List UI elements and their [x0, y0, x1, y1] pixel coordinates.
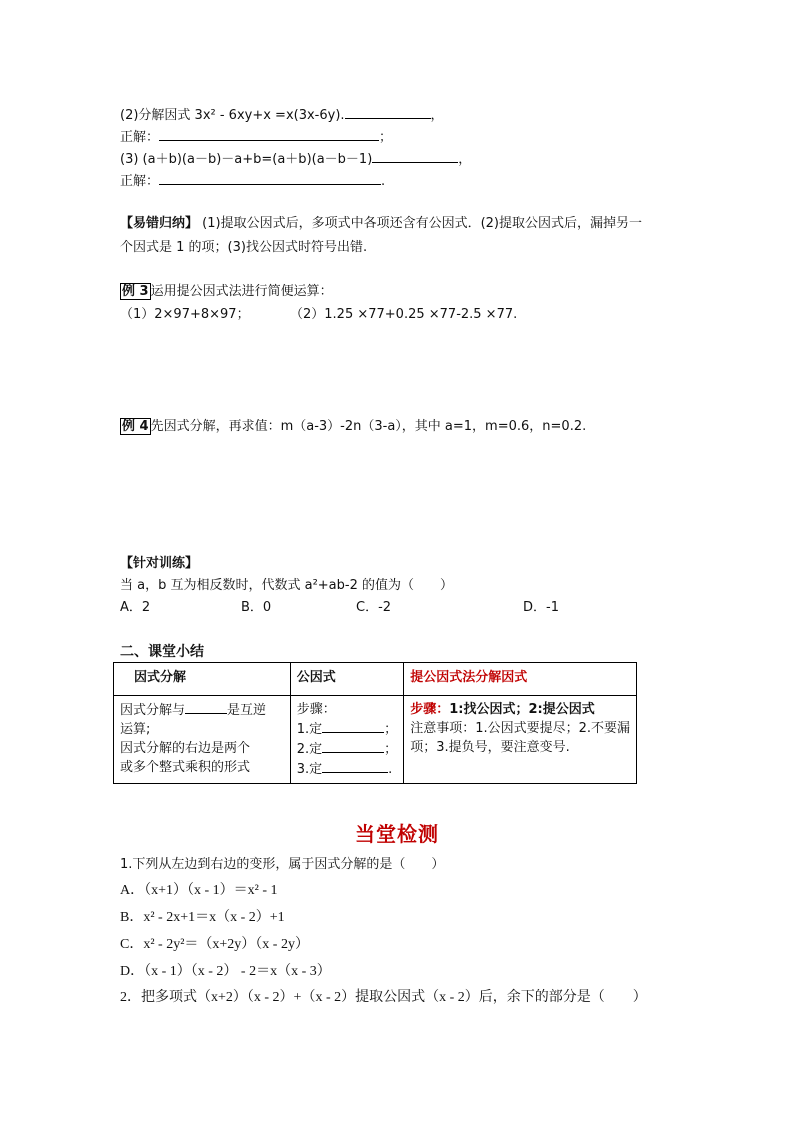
answer-blank: [159, 127, 379, 141]
test-q1-option-a: A．（x+1）（x - 1）＝x² - 1: [120, 883, 278, 898]
summary-header-method: 提公因式法分解因式: [404, 663, 637, 696]
error-q3-text: (3) (a＋b)(a－b)－a+b=(a＋b)(a－b－1): [120, 152, 373, 167]
example4-heading: [120, 419, 586, 435]
cell-text: 2.定: [296, 742, 323, 757]
cell-text: 1.定: [296, 722, 323, 737]
training-question: 当 a，b 互为相反数时，代数式 a²+ab-2 的值为（ ）: [120, 578, 453, 593]
cell-line: [410, 700, 630, 719]
answer-blank: [345, 105, 431, 119]
answer-blank: [322, 759, 388, 773]
cell-text: 是互逆: [227, 703, 267, 718]
cell-text: 步骤：: [410, 702, 450, 717]
error-summary-line2: 个因式是 1 的项；(3)找公因式时符号出错.: [120, 240, 368, 255]
test-q1-option-b: B．x² - 2x+1＝x（x - 2）+1: [120, 910, 285, 925]
summary-table-body-row: [114, 696, 637, 784]
punct: ，: [430, 108, 444, 123]
test-q2: 2．把多项式（x+2）（x - 2）+（x - 2）提取公因式（x - 2）后，余下的部分是（ ）: [120, 990, 647, 1005]
training-option-b: B．0: [241, 600, 272, 615]
cell-text: 因式分解与: [120, 703, 186, 718]
cell-line: 注意事项：1.公因式要提尽；2.不要漏: [410, 721, 630, 736]
training-option-a: A．2: [120, 600, 151, 615]
cell-line: [297, 719, 397, 739]
cell-text: ；: [384, 722, 398, 737]
answer-blank: [322, 719, 384, 733]
cell-line: [120, 700, 284, 720]
example3-part2: （2）1.25 ×77+0.25 ×77-2.5 ×77.: [290, 307, 518, 322]
summary-table-header-row: [114, 663, 637, 696]
test-q1: 1.下列从左边到右边的变形，属于因式分解的是（ ）: [120, 857, 445, 872]
example4-text: 先因式分解，再求值：m（a-3）-2n（3-a），其中 a=1，m=0.6，n=0.2.: [150, 419, 587, 434]
example4-label: 例 4: [122, 419, 149, 434]
summary-header-common-factor: 公因式: [290, 663, 403, 696]
example3-text: 运用提公因式法进行简便运算：: [150, 284, 333, 299]
training-option-d: D．-1: [523, 600, 559, 615]
cell-line: 项；3.提负号，要注意变号.: [410, 740, 570, 755]
error-q2-text: (2)分解因式 3x² - 6xy+x =x(3x-6y).: [120, 108, 345, 123]
cell-line: 因式分解的右边是两个: [120, 741, 251, 756]
answer-blank: [372, 149, 458, 163]
cell-text: .: [388, 762, 393, 777]
error-q2-line: [120, 105, 444, 124]
answer-blank: [159, 171, 381, 185]
example3-heading: [120, 284, 333, 300]
cell-line: 或多个整式乘积的形式: [120, 760, 251, 775]
section2-title: 二、课堂小结: [120, 644, 204, 660]
test-q1-option-c: C．x² - 2y²＝（x+2y）（x - 2y）: [120, 937, 309, 952]
summary-cell-factorization: [114, 696, 291, 784]
training-option-c: C．-2: [356, 600, 392, 615]
error-q3-line: [120, 149, 471, 168]
test-title: 当堂检测: [355, 822, 439, 846]
summary-header-factorization: 因式分解: [114, 663, 291, 696]
answer-blank: [322, 739, 384, 753]
test-q1-option-d: D．（x - 1）（x - 2） - 2＝x（x - 3）: [120, 964, 331, 979]
summary-cell-method: [404, 696, 637, 784]
fix-label: 正解：: [120, 174, 160, 189]
cell-line: [297, 739, 397, 759]
error-summary-line1: [120, 216, 642, 232]
punct: ；: [379, 130, 393, 145]
cell-text: ；: [384, 742, 398, 757]
fix-2-line: [120, 127, 392, 146]
cell-text: 3.定: [296, 762, 323, 777]
cell-text: 1:找公因式；2:提公因式: [449, 702, 595, 717]
cell-line: 步骤：: [296, 702, 336, 717]
error-summary-label: 【易错归纳】: [120, 216, 199, 231]
cell-line: [297, 759, 397, 779]
error-summary-text: (1)提取公因式后，多项式中各项还含有公因式．(2)提取公因式后，漏掉另一: [198, 216, 642, 231]
fix-label: 正解：: [120, 130, 160, 145]
cell-line: 运算;: [120, 722, 151, 737]
training-title: 【针对训练】: [120, 556, 199, 571]
example3-label: 例 3: [122, 284, 149, 299]
answer-blank: [185, 700, 227, 714]
summary-table: [113, 662, 637, 784]
fix-3-line: [120, 171, 385, 190]
summary-cell-common-factor: [290, 696, 403, 784]
punct: ，: [458, 152, 472, 167]
example3-part1: （1）2×97+8×97；: [120, 307, 250, 322]
punct: .: [381, 174, 386, 189]
